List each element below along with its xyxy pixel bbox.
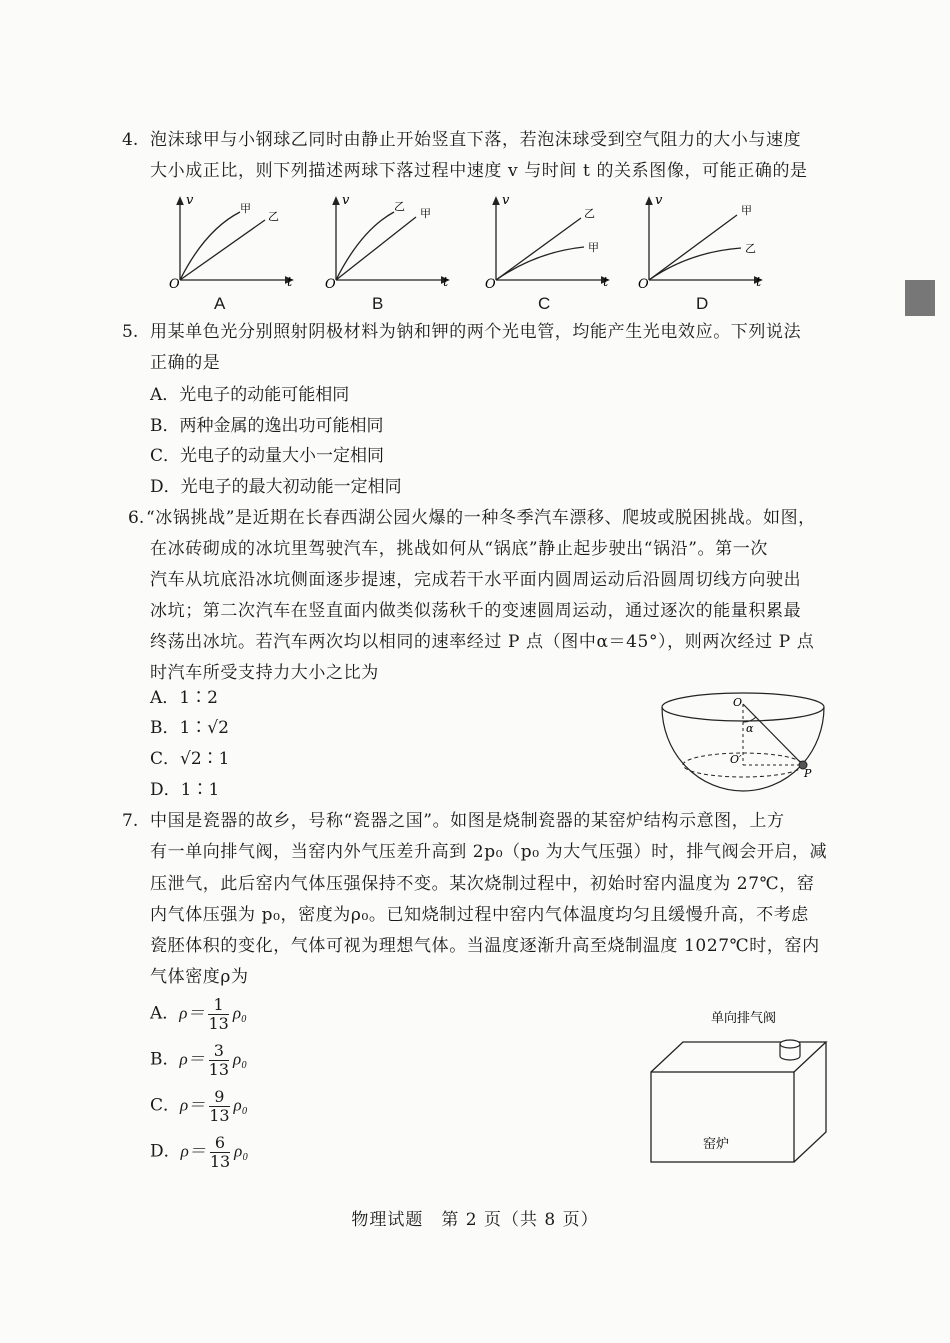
q5-number: 5. xyxy=(122,322,139,342)
q5-line1: 用某单色光分别照射阴极材料为钠和钾的两个光电管，均能产生光电效应。下列说法 xyxy=(150,322,802,342)
fig-p-label: P xyxy=(804,767,812,780)
graph-d-t: t xyxy=(756,275,762,290)
q6-option-b: B．1∶√2 xyxy=(150,718,229,738)
fig-alpha-label: α xyxy=(746,722,754,735)
graph-d-v: v xyxy=(655,193,663,208)
graph-a-o: O xyxy=(169,277,180,292)
q5-option-c: C．光电子的动量大小一定相同 xyxy=(150,446,385,466)
graph-d-label: D xyxy=(696,294,709,313)
graph-a-c2: 乙 xyxy=(268,210,279,223)
q5-option-a: A．光电子的动能可能相同 xyxy=(150,385,350,405)
kiln-label: 窑炉 xyxy=(703,1137,730,1152)
page-footer: 物理试题 第 2 页（共 8 页） xyxy=(351,1210,599,1230)
graph-c-o: O xyxy=(485,277,496,292)
fig-o2-label: O′ xyxy=(730,753,742,766)
kiln-figure xyxy=(645,1002,835,1168)
q4-line2: 大小成正比，则下列描述两球下落过程中速度 v 与时间 t 的关系图像，可能正确的是 xyxy=(150,161,808,181)
graph-c-label: C xyxy=(538,294,551,313)
graph-c-c2: 甲 xyxy=(588,241,599,254)
q6-line5: 终荡出冰坑。若汽车两次均以相同的速率经过 P 点（图中α＝45°），则两次经过 P 点 xyxy=(150,632,815,652)
valve-label: 单向排气阀 xyxy=(711,1011,777,1026)
fig-o-label: O xyxy=(733,696,743,709)
q6-line6: 时汽车所受支持力大小之比为 xyxy=(150,663,379,683)
q4-line1: 泡沫球甲与小钢球乙同时由静止开始竖直下落，若泡沫球受到空气阻力的大小与速度 xyxy=(150,130,802,150)
q6-line2: 在冰砖砌成的冰坑里驾驶汽车，挑战如何从“锅底”静止起步驶出“锅沿”。第一次 xyxy=(150,539,768,559)
graph-c-v: v xyxy=(502,193,510,208)
q7-option-a: A．ρ＝ $\frac{1}{13}$ ρ₀ xyxy=(150,995,247,1033)
q7-number: 7. xyxy=(122,811,139,831)
q7-option-c: C．ρ＝ $\frac{9}{13}$ ρ₀ xyxy=(150,1087,248,1125)
q7-option-d: D．ρ＝ $\frac{6}{13}$ ρ₀ xyxy=(150,1133,249,1171)
graph-d xyxy=(638,193,762,292)
q7-line1: 中国是瓷器的故乡，号称“瓷器之国”。如图是烧制瓷器的某窑炉结构示意图，上方 xyxy=(150,811,785,831)
q6-option-c: C．√2∶1 xyxy=(150,749,230,769)
q6-option-d: D．1∶1 xyxy=(150,780,220,800)
graph-a-c1: 甲 xyxy=(240,202,251,215)
graph-b-t: t xyxy=(443,275,449,290)
graph-b-v: v xyxy=(342,193,350,208)
graph-b-c2: 甲 xyxy=(420,207,431,220)
q7-line5: 瓷胚体积的变化，气体可视为理想气体。当温度逐渐升高至烧制温度 1027℃时，窑内 xyxy=(150,936,820,956)
graph-a-v: v xyxy=(186,193,194,208)
graph-c xyxy=(485,193,609,292)
q6-line3: 汽车从坑底沿冰坑侧面逐步提速，完成若干水平面内圆周运动后沿圆周切线方向驶出 xyxy=(150,570,802,590)
graph-b-o: O xyxy=(325,277,336,292)
q5-option-b: B．两种金属的逸出功可能相同 xyxy=(150,416,384,436)
graph-c-c1: 乙 xyxy=(584,207,595,220)
graph-a-label: A xyxy=(214,294,226,313)
q6-number: 6. xyxy=(128,508,145,528)
q7-line3: 压泄气，此后窑内气体压强保持不变。某次烧制过程中，初始时窑内温度为 27℃，窑 xyxy=(150,874,815,894)
q6-line4: 冰坑；第二次汽车在竖直面内做类似荡秋千的变速圆周运动，通过逐次的能量积累最 xyxy=(150,601,802,621)
q4-number: 4. xyxy=(122,130,139,150)
q7-line2: 有一单向排气阀，当窑内外气压差升高到 2p₀（p₀ 为大气压强）时，排气阀会开启，减 xyxy=(150,842,828,862)
q6-option-a: A．1∶2 xyxy=(150,688,218,708)
q5-option-d: D．光电子的最大初动能一定相同 xyxy=(150,477,402,497)
graph-b xyxy=(325,193,449,292)
page-edge-tab xyxy=(905,280,935,316)
q5-line2: 正确的是 xyxy=(150,353,221,373)
graph-d-c2: 乙 xyxy=(745,242,756,255)
graph-d-o: O xyxy=(638,277,649,292)
graph-b-label: B xyxy=(372,294,384,313)
graph-a xyxy=(169,193,293,292)
graph-b-c1: 乙 xyxy=(394,200,405,213)
graph-a-t: t xyxy=(287,275,293,290)
q7-line6: 气体密度ρ为 xyxy=(150,967,249,987)
ice-pot-figure xyxy=(660,690,840,802)
q7-option-b: B．ρ＝ $\frac{3}{13}$ ρ₀ xyxy=(150,1041,248,1079)
q6-line1: “冰锅挑战”是近期在长春西湖公园火爆的一种冬季汽车漂移、爬坡或脱困挑战。如图， xyxy=(146,508,816,528)
graph-d-c1: 甲 xyxy=(741,204,752,217)
q7-line4: 内气体压强为 p₀，密度为ρ₀。已知烧制过程中窑内气体温度均匀且缓慢升高，不考虑 xyxy=(150,905,809,925)
graph-c-t: t xyxy=(603,275,609,290)
